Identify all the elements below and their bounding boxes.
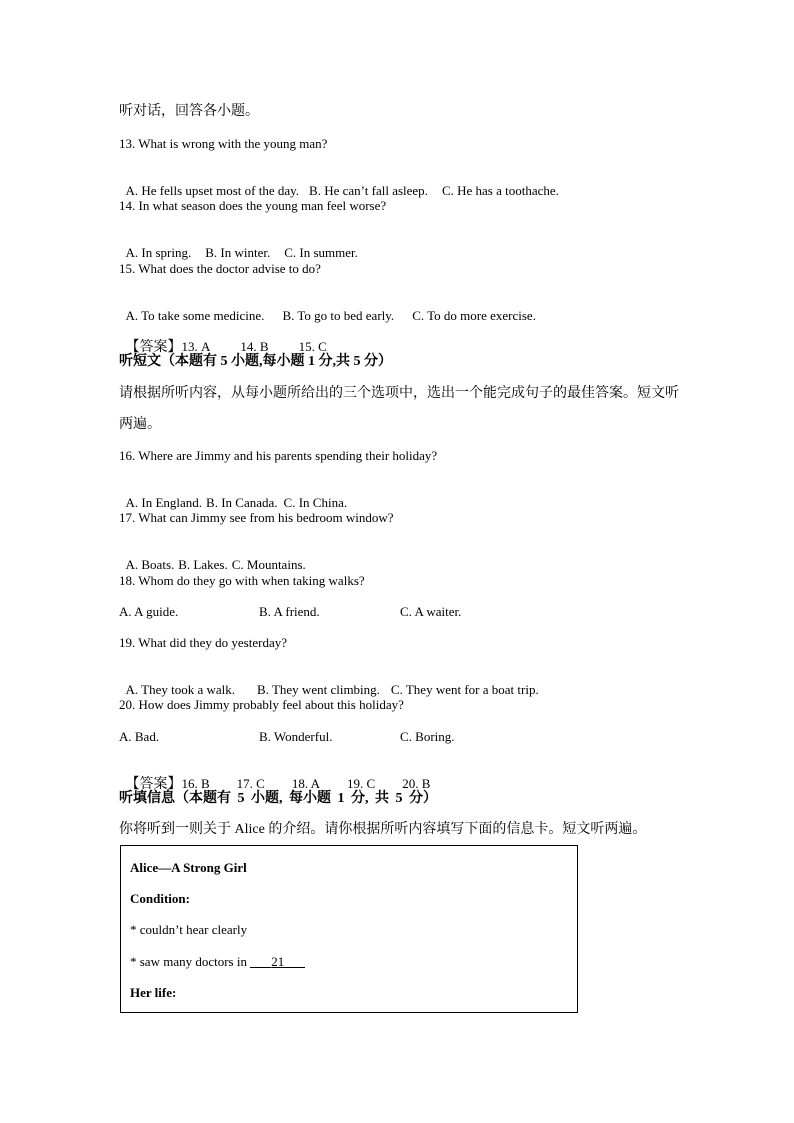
condition-item-1: * couldn’t hear clearly [130, 922, 248, 937]
answer: 15. C [298, 339, 327, 354]
info-card [120, 845, 578, 1013]
answer: 20. B [402, 776, 431, 791]
option-b: B. Lakes. [178, 557, 228, 572]
option-c: C. Boring. [400, 729, 455, 744]
section3-instruction: 你将听到一则关于 Alice 的介绍。请你根据所听内容填写下面的信息卡。短文听两遍。 [119, 822, 647, 837]
option-c: C. They went for a boat trip. [390, 682, 539, 697]
question-16: 16. Where are Jimmy and his parents spending their holiday? [119, 448, 438, 463]
question-15: 15. What does the doctor advise to do? [119, 261, 321, 276]
option-c: C. In summer. [284, 245, 358, 260]
answer: 16. B [181, 776, 210, 791]
item-2-text: * saw many doctors in [130, 954, 251, 969]
option-b: B. In Canada. [206, 495, 278, 510]
option-a: A. To take some medicine. [125, 308, 265, 323]
options-16 [119, 479, 347, 511]
section1-instruction: 听对话，回答各小题。 [119, 104, 259, 119]
card-title: Alice—A Strong Girl [130, 860, 247, 875]
question-18: 18. Whom do they go with when taking walks? [119, 573, 365, 588]
question-19: 19. What did they do yesterday? [119, 635, 287, 650]
option-c: C. A waiter. [400, 604, 462, 619]
option-c: C. He has a toothache. [441, 183, 559, 198]
condition-item-2 [130, 954, 305, 970]
question-14: 14. In what season does the young man feel worse? [119, 198, 387, 213]
options-17 [119, 541, 306, 573]
option-c: C. Mountains. [231, 557, 306, 572]
answer-label: 【答案】 [125, 340, 182, 355]
section2-instruction-line1: 请根据所听内容，从每小题所给出的三个选项中，选出一个能完成句子的最佳答案。短文听 [119, 386, 679, 401]
answer: 14. B [240, 339, 269, 354]
answer-line-2 [119, 760, 430, 793]
question-13: 13. What is wrong with the young man? [119, 136, 328, 151]
option-a: A. Boats. [125, 557, 175, 572]
blank-21[interactable] [250, 954, 305, 969]
option-b: B. A friend. [259, 604, 320, 619]
question-17: 17. What can Jimmy see from his bedroom window? [119, 510, 394, 525]
option-b: B. They went climbing. [257, 682, 380, 697]
answer: 18. A [291, 776, 321, 791]
option-a: A. In England. [125, 495, 203, 510]
option-a: A. They took a walk. [125, 682, 236, 697]
options-15 [119, 292, 536, 324]
answer-label: 【答案】 [125, 777, 182, 792]
option-b: B. To go to bed early. [282, 308, 395, 323]
option-a: A. In spring. [125, 245, 192, 260]
option-c: C. In China. [283, 495, 348, 510]
option-b: B. Wonderful. [259, 729, 333, 744]
options-13 [119, 167, 559, 199]
answer: 19. C [347, 776, 376, 791]
answer: 13. A [181, 339, 211, 354]
options-14 [119, 229, 358, 261]
option-b: B. He can’t fall asleep. [309, 183, 428, 198]
option-b: B. In winter. [205, 245, 271, 260]
section2-heading: 听短文（本题有 5 小题,每小题 1 分,共 5 分） [119, 354, 392, 369]
answer: 17. C [236, 776, 265, 791]
option-a: A. A guide. [119, 604, 179, 619]
section2-instruction-line2: 两遍。 [119, 417, 161, 432]
condition-label: Condition: [130, 891, 190, 906]
question-20: 20. How does Jimmy probably feel about this holiday? [119, 697, 404, 712]
answer-line-1 [119, 323, 327, 356]
option-c: C. To do more exercise. [412, 308, 536, 323]
option-a: A. He fells upset most of the day. [125, 183, 300, 198]
option-a: A. Bad. [119, 729, 160, 744]
her-life-label: Her life: [130, 985, 177, 1000]
blank-number: 21 [271, 954, 285, 969]
section3-heading: 听填信息（本题有 5 小题, 每小题 1 分, 共 5 分） [119, 791, 437, 806]
options-19 [119, 666, 539, 698]
